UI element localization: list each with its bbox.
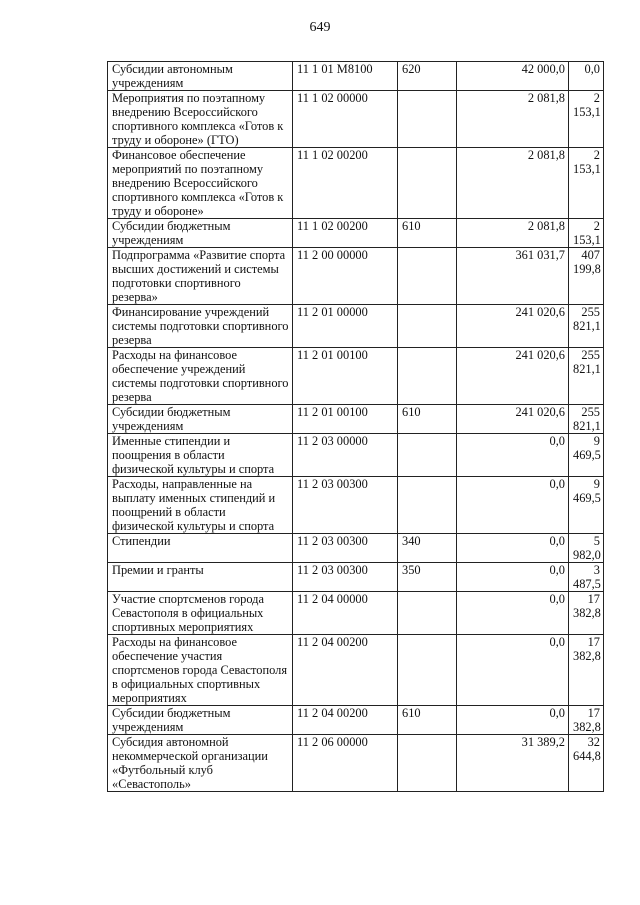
row-amount-1-cell: 0,0 bbox=[457, 592, 569, 635]
row-expense-type-cell bbox=[398, 248, 457, 305]
row-expense-type-cell: 610 bbox=[398, 405, 457, 434]
row-amount-1-cell: 0,0 bbox=[457, 434, 569, 477]
row-name-cell: Участие спортсменов города Севастополя в официальных спортивных мероприятиях bbox=[108, 592, 293, 635]
row-amount-2-cell: 255 821,1 bbox=[569, 348, 604, 405]
row-amount-1-cell: 2 081,8 bbox=[457, 219, 569, 248]
row-amount-1-cell: 0,0 bbox=[457, 635, 569, 706]
table-row bbox=[108, 148, 604, 219]
row-expense-type-cell: 620 bbox=[398, 62, 457, 91]
row-expense-type-cell: 340 bbox=[398, 534, 457, 563]
table-row bbox=[108, 706, 604, 735]
row-amount-2-cell: 9 469,5 bbox=[569, 434, 604, 477]
row-expense-type-cell: 610 bbox=[398, 219, 457, 248]
row-code-cell: 11 1 02 00000 bbox=[293, 91, 398, 148]
row-amount-2-cell: 2 153,1 bbox=[569, 91, 604, 148]
row-name-cell: Субсидии автономным учреждениям bbox=[108, 62, 293, 91]
row-name-cell: Мероприятия по поэтапному внедрению Всероссийского спортивного комплекса «Готов к труду и обороне» (ГТО) bbox=[108, 91, 293, 148]
row-expense-type-cell bbox=[398, 434, 457, 477]
row-expense-type-cell: 610 bbox=[398, 706, 457, 735]
row-expense-type-cell bbox=[398, 635, 457, 706]
row-code-cell: 11 1 02 00200 bbox=[293, 219, 398, 248]
row-amount-1-cell: 0,0 bbox=[457, 534, 569, 563]
page-number: 649 bbox=[309, 20, 331, 35]
row-name-cell: Расходы на финансовое обеспечение участия спортсменов города Севастополя в официальных спортивных мероприятиях bbox=[108, 635, 293, 706]
table-row bbox=[108, 534, 604, 563]
row-code-cell: 11 2 01 00100 bbox=[293, 348, 398, 405]
table-row bbox=[108, 635, 604, 706]
row-amount-1-cell: 361 031,7 bbox=[457, 248, 569, 305]
row-amount-2-cell: 255 821,1 bbox=[569, 305, 604, 348]
row-amount-1-cell: 2 081,8 bbox=[457, 148, 569, 219]
row-code-cell: 11 2 04 00200 bbox=[293, 635, 398, 706]
table-row bbox=[108, 219, 604, 248]
row-code-cell: 11 2 04 00200 bbox=[293, 706, 398, 735]
table-row bbox=[108, 91, 604, 148]
row-amount-2-cell: 0,0 bbox=[569, 62, 604, 91]
table-row bbox=[108, 305, 604, 348]
row-code-cell: 11 2 03 00300 bbox=[293, 563, 398, 592]
table-row bbox=[108, 434, 604, 477]
row-code-cell: 11 2 03 00300 bbox=[293, 477, 398, 534]
row-name-cell: Финансовое обеспечение мероприятий по поэтапному внедрению Всероссийского спортивного комплекса «Готов к труду и обороне» bbox=[108, 148, 293, 219]
row-amount-1-cell: 241 020,6 bbox=[457, 348, 569, 405]
row-amount-2-cell: 17 382,8 bbox=[569, 592, 604, 635]
row-amount-2-cell: 3 487,5 bbox=[569, 563, 604, 592]
row-code-cell: 11 2 03 00000 bbox=[293, 434, 398, 477]
row-name-cell: Стипендии bbox=[108, 534, 293, 563]
row-expense-type-cell bbox=[398, 91, 457, 148]
row-amount-1-cell: 241 020,6 bbox=[457, 305, 569, 348]
table-row bbox=[108, 592, 604, 635]
row-amount-2-cell: 9 469,5 bbox=[569, 477, 604, 534]
row-name-cell: Субсидии бюджетным учреждениям bbox=[108, 405, 293, 434]
row-amount-1-cell: 2 081,8 bbox=[457, 91, 569, 148]
row-name-cell: Субсидии бюджетным учреждениям bbox=[108, 706, 293, 735]
row-amount-2-cell: 255 821,1 bbox=[569, 405, 604, 434]
row-code-cell: 11 2 00 00000 bbox=[293, 248, 398, 305]
row-name-cell: Подпрограмма «Развитие спорта высших достижений и системы подготовки спортивного резерва» bbox=[108, 248, 293, 305]
row-amount-2-cell: 17 382,8 bbox=[569, 635, 604, 706]
row-expense-type-cell bbox=[398, 148, 457, 219]
row-amount-2-cell: 17 382,8 bbox=[569, 706, 604, 735]
row-name-cell: Финансирование учреждений системы подготовки спортивного резерва bbox=[108, 305, 293, 348]
row-code-cell: 11 1 02 00200 bbox=[293, 148, 398, 219]
row-amount-2-cell: 2 153,1 bbox=[569, 148, 604, 219]
table-row bbox=[108, 248, 604, 305]
table-row bbox=[108, 62, 604, 91]
row-name-cell: Субсидии бюджетным учреждениям bbox=[108, 219, 293, 248]
row-code-cell: 11 2 01 00000 bbox=[293, 305, 398, 348]
row-amount-2-cell: 5 982,0 bbox=[569, 534, 604, 563]
table-row bbox=[108, 405, 604, 434]
budget-table bbox=[107, 61, 604, 792]
table-row bbox=[108, 735, 604, 792]
row-code-cell: 11 1 01 M8100 bbox=[293, 62, 398, 91]
row-amount-1-cell: 0,0 bbox=[457, 563, 569, 592]
row-amount-1-cell: 31 389,2 bbox=[457, 735, 569, 792]
row-expense-type-cell: 350 bbox=[398, 563, 457, 592]
table-row bbox=[108, 348, 604, 405]
row-expense-type-cell bbox=[398, 305, 457, 348]
row-expense-type-cell bbox=[398, 592, 457, 635]
row-amount-2-cell: 2 153,1 bbox=[569, 219, 604, 248]
row-amount-1-cell: 0,0 bbox=[457, 477, 569, 534]
row-amount-1-cell: 0,0 bbox=[457, 706, 569, 735]
row-name-cell: Субсидия автономной некоммерческой организации «Футбольный клуб «Севастополь» bbox=[108, 735, 293, 792]
row-amount-1-cell: 241 020,6 bbox=[457, 405, 569, 434]
row-amount-1-cell: 42 000,0 bbox=[457, 62, 569, 91]
row-expense-type-cell bbox=[398, 348, 457, 405]
row-amount-2-cell: 407 199,8 bbox=[569, 248, 604, 305]
row-name-cell: Расходы, направленные на выплату именных стипендий и поощрений в области физической культуры и спорта bbox=[108, 477, 293, 534]
row-name-cell: Премии и гранты bbox=[108, 563, 293, 592]
row-code-cell: 11 2 03 00300 bbox=[293, 534, 398, 563]
table-row bbox=[108, 563, 604, 592]
row-expense-type-cell bbox=[398, 477, 457, 534]
row-expense-type-cell bbox=[398, 735, 457, 792]
row-code-cell: 11 2 06 00000 bbox=[293, 735, 398, 792]
table-row bbox=[108, 477, 604, 534]
row-code-cell: 11 2 04 00000 bbox=[293, 592, 398, 635]
row-name-cell: Именные стипендии и поощрения в области физической культуры и спорта bbox=[108, 434, 293, 477]
row-name-cell: Расходы на финансовое обеспечение учреждений системы подготовки спортивного резерва bbox=[108, 348, 293, 405]
row-code-cell: 11 2 01 00100 bbox=[293, 405, 398, 434]
row-amount-2-cell: 32 644,8 bbox=[569, 735, 604, 792]
